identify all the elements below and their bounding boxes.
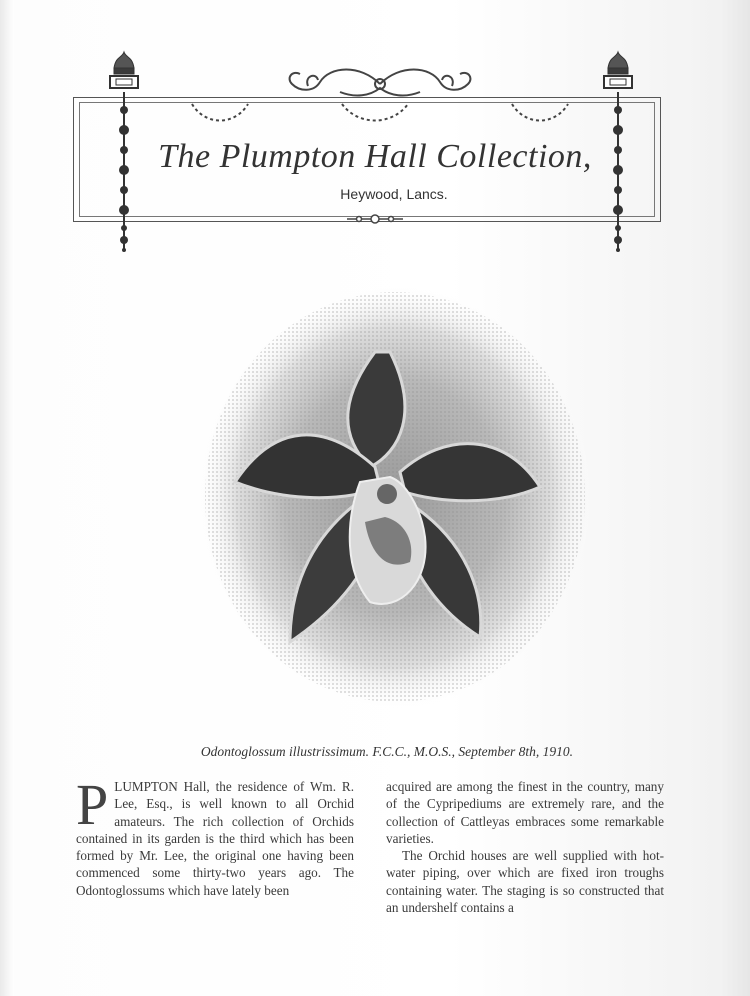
page-title: The Plumpton Hall Collection, <box>158 138 592 175</box>
page-subtitle: Heywood, Lancs. <box>340 186 448 202</box>
garland-center-icon <box>340 100 410 130</box>
article-column-right <box>386 778 664 916</box>
garland-left-icon <box>190 100 250 130</box>
figure-caption: Odontoglossum illustrissimum. F.C.C., M.O.S., September 8th, 1910. <box>200 744 574 759</box>
article-paragraph-1: LUMPTON Hall, the residence of Wm. R. Lee, Esq., is well known to all Orchid amateurs. The rich collection of Orchids contained in its garden is the third which has been formed by Mr. Lee, the original one having been commenced some thirty-two years ago. The Odontoglossums which have lately been <box>76 779 354 898</box>
ribbon-ornament-icon <box>280 62 480 100</box>
article-column-left <box>76 772 354 899</box>
article-paragraph-1-continued: acquired are among the finest in the country, many of the Cypripediums are extremely rare, and the collection of Cattleyas embraces some remarkable varieties. <box>386 779 664 846</box>
garland-right-icon <box>510 100 570 130</box>
article-paragraph-2: The Orchid houses are well supplied with hot-water piping, over which are fixed iron troughs containing water. The staging is so constructed that an undershelf contains a <box>386 848 664 916</box>
orchid-photo <box>195 282 595 712</box>
drop-cap: P <box>76 772 109 837</box>
bottom-center-ornament-icon <box>345 212 405 226</box>
